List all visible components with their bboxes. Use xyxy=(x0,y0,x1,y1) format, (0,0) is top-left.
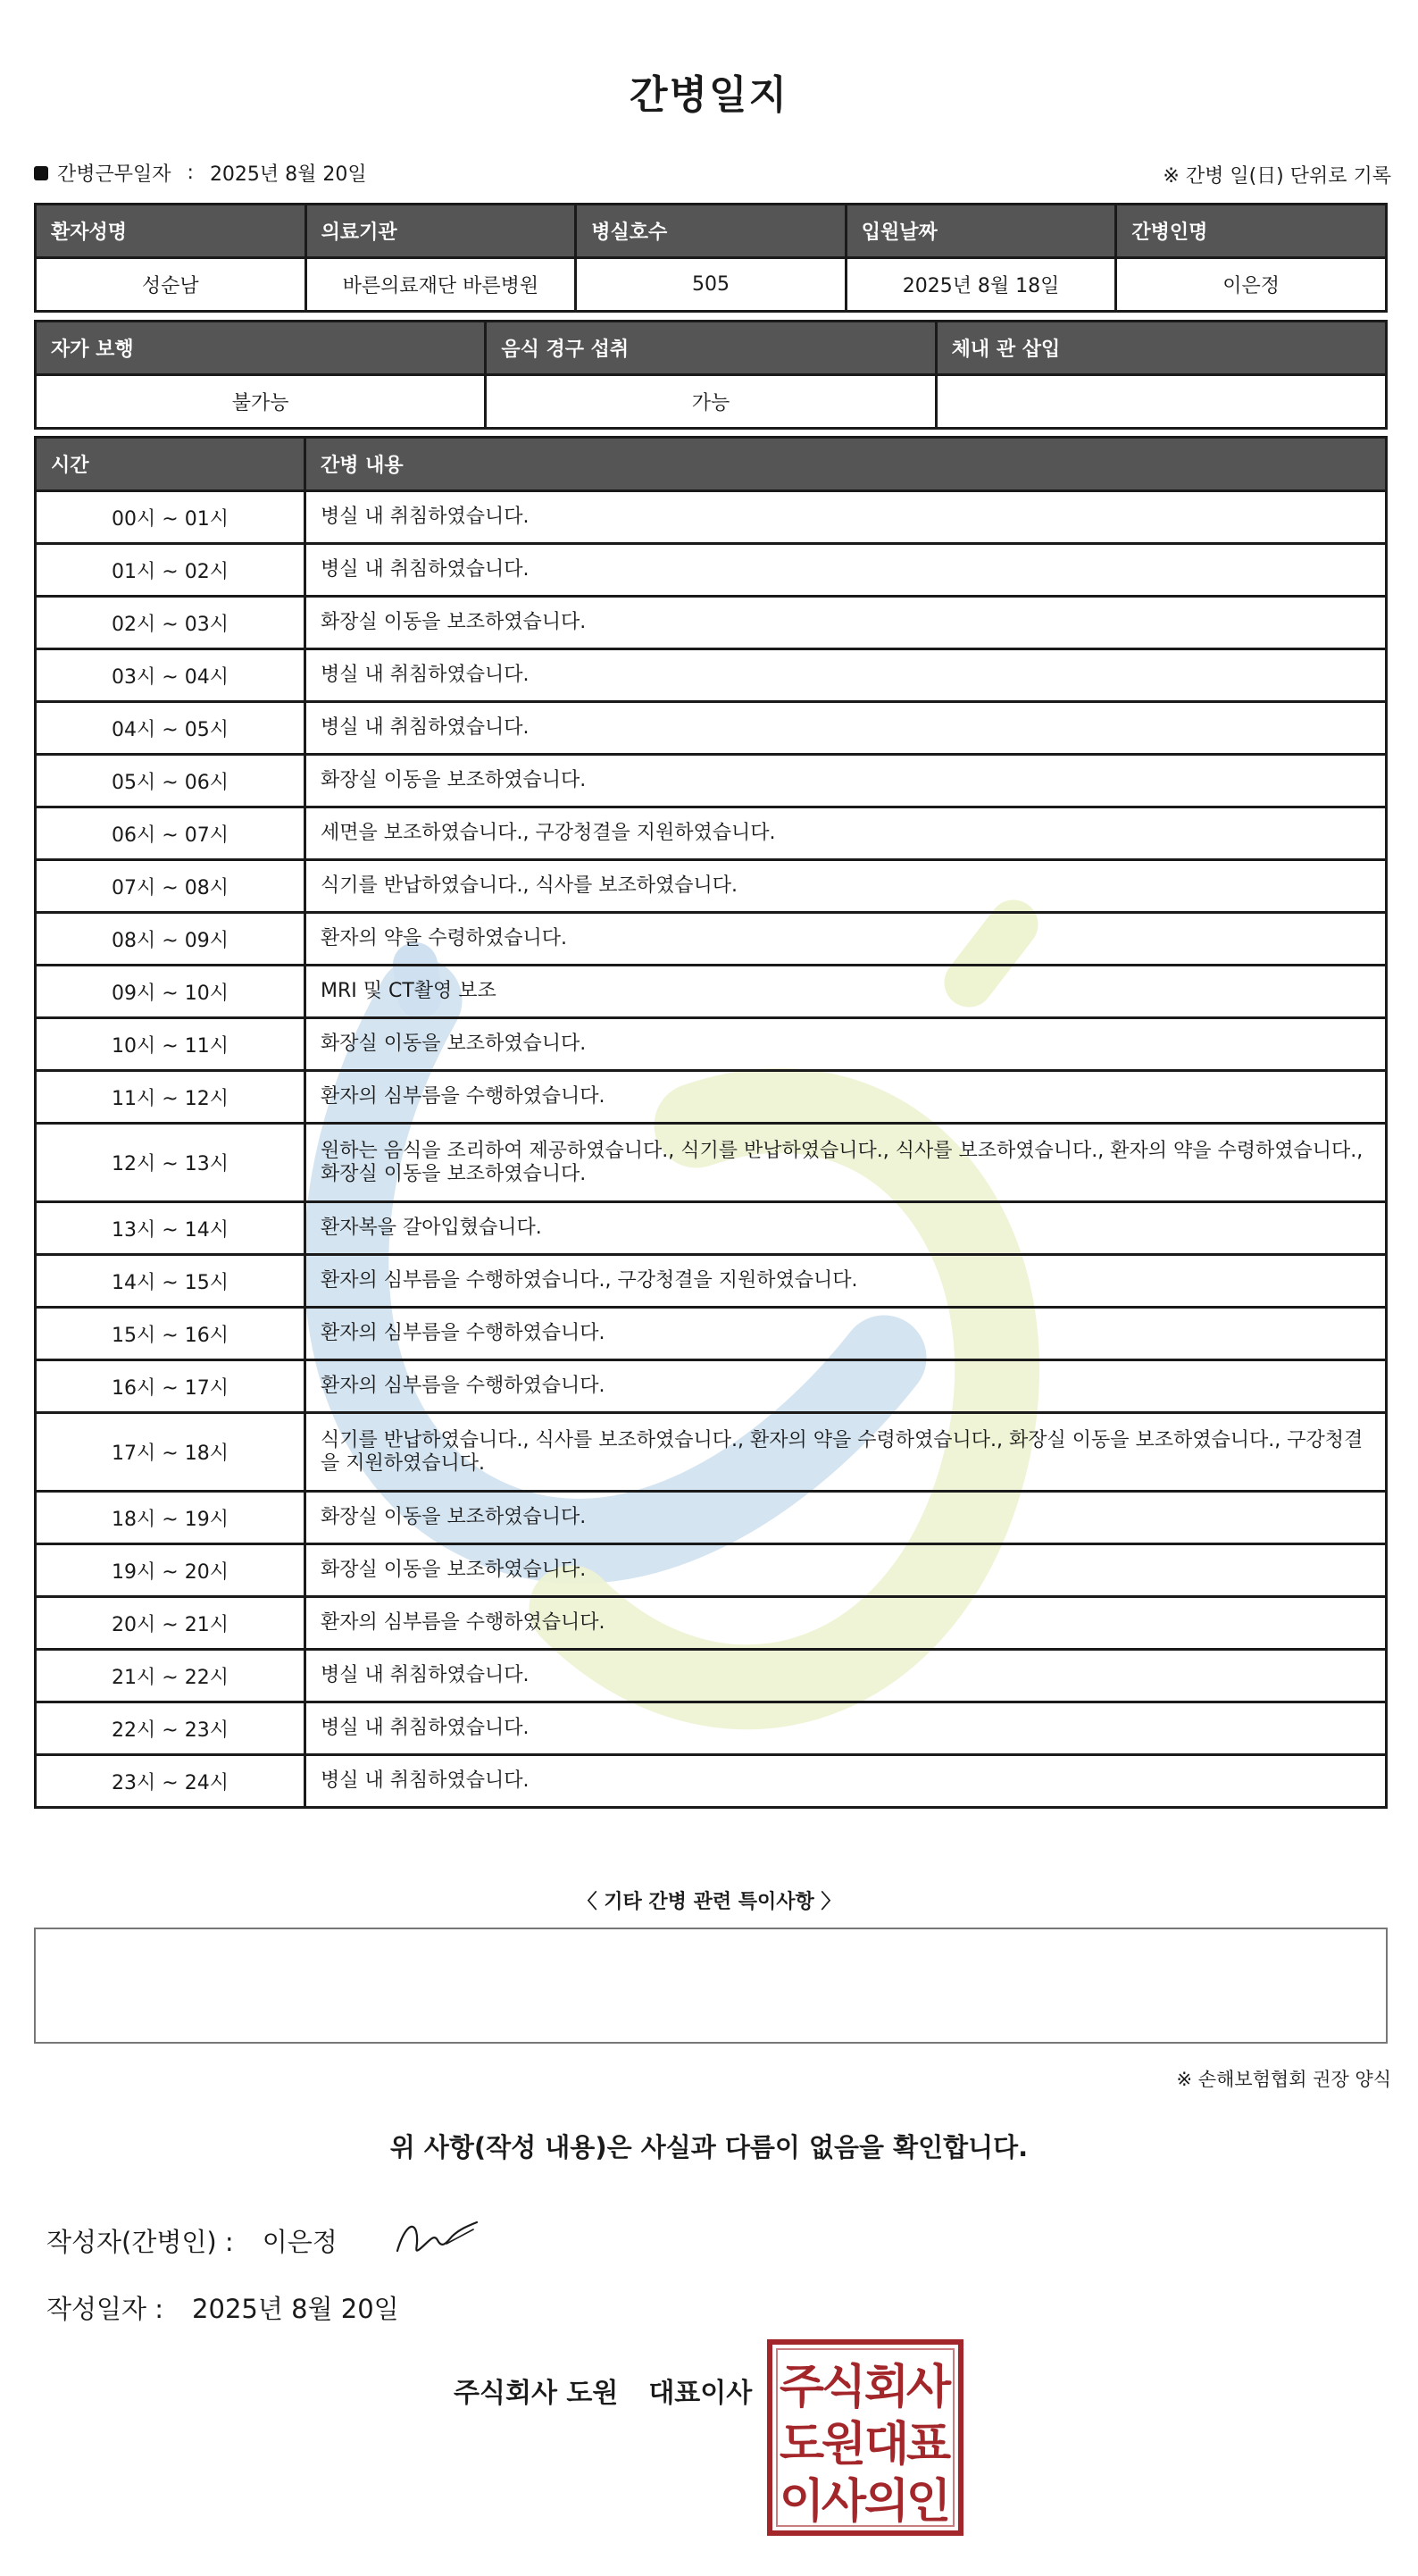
patient-info-value-row xyxy=(36,258,1387,312)
table-row xyxy=(36,1202,1387,1255)
time-cell: 13시 ~ 14시 xyxy=(36,1202,305,1255)
content-cell: 식기를 반납하였습니다., 식사를 보조하였습니다. xyxy=(305,860,1387,913)
value-patient-name: 성순남 xyxy=(36,258,306,312)
time-cell: 12시 ~ 13시 xyxy=(36,1124,305,1202)
writer-name: 이은정 xyxy=(262,2227,338,2257)
company-line xyxy=(454,2371,752,2410)
svg-text:회: 회 xyxy=(863,2361,910,2414)
svg-text:사: 사 xyxy=(821,2475,867,2529)
value-hospital: 바른의료재단 바른병원 xyxy=(305,258,576,312)
written-date-value: 2025년 8월 20일 xyxy=(192,2294,399,2324)
table-row xyxy=(36,1308,1387,1360)
time-cell: 02시 ~ 03시 xyxy=(36,597,305,649)
content-cell: 환자의 심부름을 수행하였습니다. xyxy=(305,1360,1387,1413)
patient-info-header-row xyxy=(36,205,1387,258)
header-caregiver-name: 간병인명 xyxy=(1116,205,1387,258)
header-admission-date: 입원날짜 xyxy=(846,205,1116,258)
value-self-walking: 불가능 xyxy=(36,375,486,429)
time-cell: 10시 ~ 11시 xyxy=(36,1018,305,1071)
value-admission-date: 2025년 8월 18일 xyxy=(846,258,1116,312)
value-tube-insertion xyxy=(936,375,1386,429)
time-cell: 03시 ~ 04시 xyxy=(36,649,305,702)
content-cell: 화장실 이동을 보조하였습니다. xyxy=(305,597,1387,649)
value-caregiver-name: 이은정 xyxy=(1116,258,1387,312)
time-cell: 22시 ~ 23시 xyxy=(36,1702,305,1755)
patient-info-table xyxy=(34,203,1388,313)
content-cell: 세면을 보조하였습니다., 구강청결을 지원하였습니다. xyxy=(305,807,1387,860)
table-row xyxy=(36,1413,1387,1492)
content-cell: 환자복을 갈아입혔습니다. xyxy=(305,1202,1387,1255)
header-oral-intake: 음식 경구 섭취 xyxy=(486,322,936,375)
writer-line xyxy=(46,2222,338,2259)
duty-date-line xyxy=(34,159,367,187)
content-cell: 병실 내 취침하였습니다. xyxy=(305,1702,1387,1755)
content-cell: 병실 내 취침하였습니다. xyxy=(305,702,1387,755)
table-row xyxy=(36,1544,1387,1597)
written-date-label: 작성일자 : xyxy=(46,2294,164,2324)
header-room-number: 병실호수 xyxy=(576,205,847,258)
company-seal-stamp xyxy=(766,2338,964,2537)
time-cell: 18시 ~ 19시 xyxy=(36,1492,305,1544)
table-row xyxy=(36,597,1387,649)
content-cell: 환자의 심부름을 수행하였습니다. xyxy=(305,1308,1387,1360)
header-time: 시간 xyxy=(36,438,305,491)
patient-status-header-row xyxy=(36,322,1387,375)
content-cell: 병실 내 취침하였습니다. xyxy=(305,544,1387,597)
writer-label: 작성자(간병인) : xyxy=(46,2227,234,2257)
duty-date-label: 간병근무일자 xyxy=(57,163,171,186)
content-cell: 환자의 약을 수령하였습니다. xyxy=(305,913,1387,966)
table-row xyxy=(36,1255,1387,1308)
table-row xyxy=(36,755,1387,807)
care-log-table xyxy=(34,436,1388,1809)
content-cell: 병실 내 취침하였습니다. xyxy=(305,649,1387,702)
confirmation-statement: 위 사항(작성 내용)은 사실과 다름이 없음을 확인합니다. xyxy=(389,2132,1029,2162)
other-notes-heading: 〈 기타 간병 관련 특이사항 〉 xyxy=(577,1891,841,1913)
table-row xyxy=(36,491,1387,544)
header-care-content: 간병 내용 xyxy=(305,438,1387,491)
time-cell: 21시 ~ 22시 xyxy=(36,1650,305,1702)
insurance-note: ※ 손해보험협회 권장 양식 xyxy=(1176,2069,1391,2090)
unit-note: ※ 간병 일(日) 단위로 기록 xyxy=(1163,165,1391,188)
table-row xyxy=(36,966,1387,1018)
time-cell: 14시 ~ 15시 xyxy=(36,1255,305,1308)
svg-text:도: 도 xyxy=(779,2418,825,2471)
table-row xyxy=(36,1650,1387,1702)
time-cell: 17시 ~ 18시 xyxy=(36,1413,305,1492)
header-patient-name: 환자성명 xyxy=(36,205,306,258)
header-hospital: 의료기관 xyxy=(305,205,576,258)
table-row xyxy=(36,544,1387,597)
time-cell: 09시 ~ 10시 xyxy=(36,966,305,1018)
table-row xyxy=(36,807,1387,860)
table-row xyxy=(36,1755,1387,1808)
patient-status-value-row xyxy=(36,375,1387,429)
time-cell: 04시 ~ 05시 xyxy=(36,702,305,755)
other-notes-box xyxy=(34,1928,1388,2044)
time-cell: 00시 ~ 01시 xyxy=(36,491,305,544)
time-cell: 05시 ~ 06시 xyxy=(36,755,305,807)
svg-text:표: 표 xyxy=(905,2418,952,2471)
svg-text:인: 인 xyxy=(905,2475,952,2529)
content-cell: 화장실 이동을 보조하였습니다. xyxy=(305,1544,1387,1597)
ceo-title: 대표이사 xyxy=(648,2378,753,2409)
page-title: 간병일지 xyxy=(629,72,788,118)
table-row xyxy=(36,1597,1387,1650)
written-date-line xyxy=(46,2289,399,2326)
duty-date-separator: : xyxy=(187,162,194,184)
signature-icon xyxy=(393,2213,482,2267)
duty-date-value: 2025년 8월 20일 xyxy=(209,163,367,186)
content-cell: 식기를 반납하였습니다., 식사를 보조하였습니다., 환자의 약을 수령하였습니다., 화장실 이동을 보조하였습니다., 구강청결을 지원하였습니다. xyxy=(305,1413,1387,1492)
table-row xyxy=(36,1124,1387,1202)
table-row xyxy=(36,649,1387,702)
time-cell: 20시 ~ 21시 xyxy=(36,1597,305,1650)
content-cell: 병실 내 취침하였습니다. xyxy=(305,1755,1387,1808)
content-cell: MRI 및 CT촬영 보조 xyxy=(305,966,1387,1018)
svg-text:주: 주 xyxy=(779,2361,825,2414)
content-cell: 환자의 심부름을 수행하였습니다. xyxy=(305,1597,1387,1650)
svg-text:이: 이 xyxy=(779,2475,825,2529)
header-self-walking: 자가 보행 xyxy=(36,322,486,375)
time-cell: 06시 ~ 07시 xyxy=(36,807,305,860)
table-row xyxy=(36,860,1387,913)
content-cell: 원하는 음식을 조리하여 제공하였습니다., 식기를 반납하였습니다., 식사를 보조하였습니다., 환자의 약을 수령하였습니다., 화장실 이동을 보조하였습니다. xyxy=(305,1124,1387,1202)
patient-status-table xyxy=(34,320,1388,430)
table-row xyxy=(36,702,1387,755)
content-cell: 환자의 심부름을 수행하였습니다. xyxy=(305,1071,1387,1124)
svg-text:사: 사 xyxy=(905,2361,952,2414)
table-row xyxy=(36,1071,1387,1124)
svg-text:의: 의 xyxy=(863,2475,910,2529)
content-cell: 화장실 이동을 보조하였습니다. xyxy=(305,755,1387,807)
table-row xyxy=(36,1702,1387,1755)
time-cell: 16시 ~ 17시 xyxy=(36,1360,305,1413)
care-log-header-row xyxy=(36,438,1387,491)
value-oral-intake: 가능 xyxy=(486,375,936,429)
table-row xyxy=(36,1018,1387,1071)
time-cell: 19시 ~ 20시 xyxy=(36,1544,305,1597)
company-name: 주식회사 도원 xyxy=(454,2378,619,2409)
content-cell: 병실 내 취침하였습니다. xyxy=(305,1650,1387,1702)
content-cell: 화장실 이동을 보조하였습니다. xyxy=(305,1018,1387,1071)
header-tube-insertion: 체내 관 삽입 xyxy=(936,322,1386,375)
content-cell: 화장실 이동을 보조하였습니다. xyxy=(305,1492,1387,1544)
table-row xyxy=(36,913,1387,966)
table-row xyxy=(36,1492,1387,1544)
bullet-square-icon xyxy=(34,166,48,180)
table-row xyxy=(36,1360,1387,1413)
time-cell: 07시 ~ 08시 xyxy=(36,860,305,913)
time-cell: 23시 ~ 24시 xyxy=(36,1755,305,1808)
content-cell: 환자의 심부름을 수행하였습니다., 구강청결을 지원하였습니다. xyxy=(305,1255,1387,1308)
time-cell: 11시 ~ 12시 xyxy=(36,1071,305,1124)
time-cell: 15시 ~ 16시 xyxy=(36,1308,305,1360)
svg-text:식: 식 xyxy=(821,2361,867,2414)
time-cell: 08시 ~ 09시 xyxy=(36,913,305,966)
content-cell: 병실 내 취침하였습니다. xyxy=(305,491,1387,544)
time-cell: 01시 ~ 02시 xyxy=(36,544,305,597)
value-room-number: 505 xyxy=(576,258,847,312)
svg-text:원: 원 xyxy=(821,2418,867,2471)
svg-text:대: 대 xyxy=(863,2418,910,2471)
